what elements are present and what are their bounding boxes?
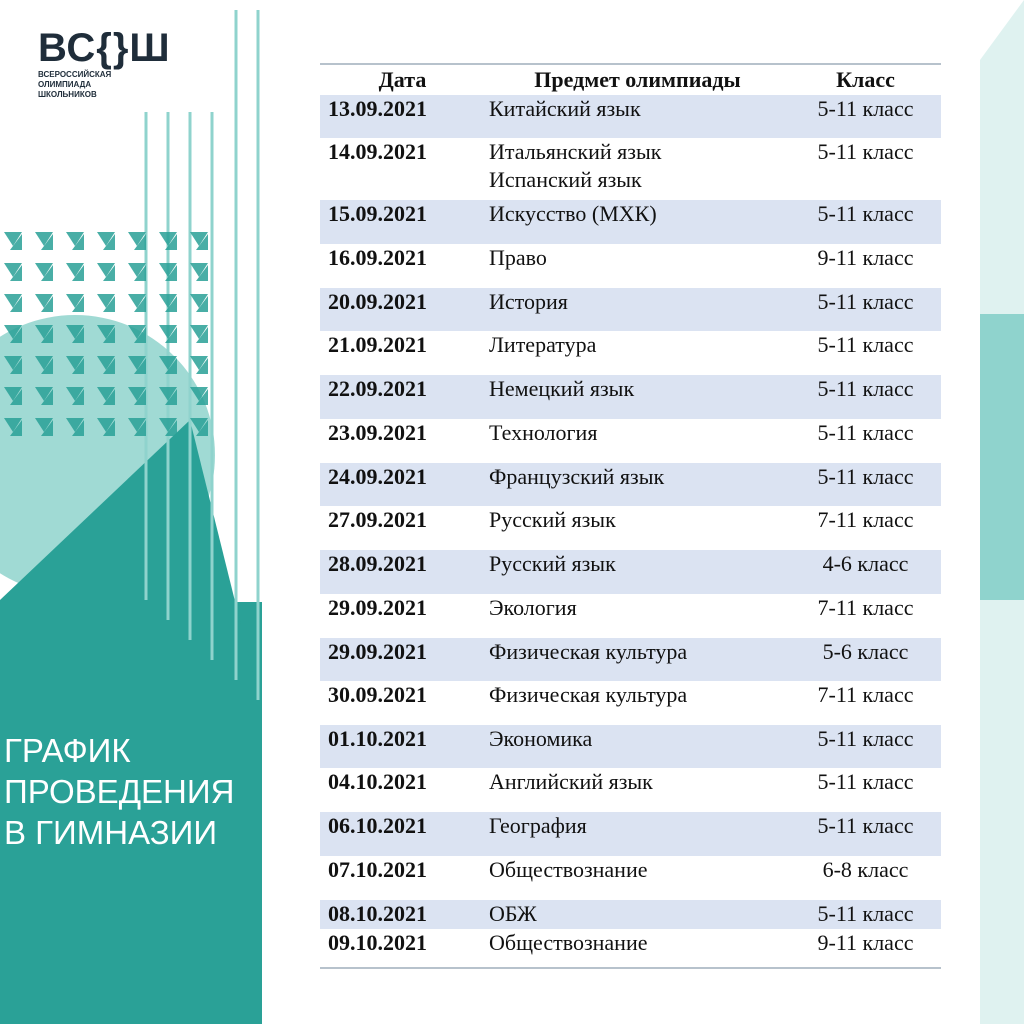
- table-bottom-rule: [320, 967, 941, 969]
- cell-date: 29.09.2021: [328, 595, 427, 620]
- cell-grade: 7-11 класс: [817, 682, 914, 707]
- logo-subtitle-line: ШКОЛЬНИКОВ: [38, 90, 97, 99]
- cell-date: 07.10.2021: [328, 857, 427, 882]
- table-row: [320, 331, 941, 375]
- table-row: [320, 900, 941, 929]
- logo-subtitle-line: ОЛИМПИАДА: [38, 80, 92, 89]
- cell-date: 22.09.2021: [328, 376, 427, 401]
- cell-subject-line: Экология: [489, 595, 577, 620]
- cell-date: 21.09.2021: [328, 332, 427, 357]
- cell-grade: 5-11 класс: [817, 726, 914, 751]
- cell-grade: 5-11 класс: [817, 420, 914, 445]
- header-date: Дата: [378, 67, 427, 92]
- table-row: [320, 812, 941, 856]
- table-row: [320, 929, 941, 959]
- table-row: [320, 375, 941, 419]
- cell-subject: [485, 900, 790, 929]
- table-row: [320, 856, 941, 900]
- table-row: [320, 200, 941, 244]
- cell-grade: 5-11 класс: [817, 376, 914, 401]
- left-decorative-panel: [0, 0, 262, 1024]
- header-grade: Класс: [836, 67, 895, 92]
- logo-mark: ВС{}Ш: [38, 26, 171, 70]
- poster-title: [4, 730, 234, 853]
- cell-subject-line: ОБЖ: [489, 901, 537, 926]
- cell-subject-line: Технология: [489, 420, 598, 445]
- cell-subject: [485, 375, 790, 419]
- cell-date: 08.10.2021: [328, 901, 427, 926]
- table-header: [320, 65, 941, 95]
- cell-subject-line: Физическая культура: [489, 682, 688, 707]
- logo-subtitle: [38, 70, 158, 100]
- cell-subject-line: География: [489, 813, 587, 838]
- cell-date: 13.09.2021: [328, 96, 427, 121]
- cell-subject: [485, 95, 790, 138]
- table-row: [320, 288, 941, 331]
- cell-subject-line: Литература: [489, 332, 597, 357]
- cell-grade: 7-11 класс: [817, 507, 914, 532]
- cell-subject-line: Немецкий язык: [489, 376, 635, 401]
- table-row: [320, 463, 941, 506]
- cell-grade: 5-11 класс: [817, 901, 914, 926]
- cell-date: 04.10.2021: [328, 769, 427, 794]
- cell-subject: [485, 200, 790, 244]
- cell-subject: [485, 929, 790, 959]
- cell-subject-line: Китайский язык: [489, 96, 641, 121]
- cell-grade: 5-11 класс: [817, 769, 914, 794]
- cell-date: 15.09.2021: [328, 201, 427, 226]
- cell-grade: 5-11 класс: [817, 289, 914, 314]
- cell-grade: 7-11 класс: [817, 595, 914, 620]
- cell-grade: 5-11 класс: [817, 96, 914, 121]
- decorative-background: [0, 0, 262, 1024]
- cell-grade: 9-11 класс: [817, 245, 914, 270]
- right-decorative-strip: [980, 0, 1024, 1024]
- cell-date: 24.09.2021: [328, 464, 427, 489]
- cell-subject-line: Русский язык: [489, 551, 616, 576]
- title-line: ГРАФИК: [4, 732, 131, 769]
- table-row: [320, 594, 941, 638]
- table-row: [320, 550, 941, 594]
- cell-date: 27.09.2021: [328, 507, 427, 532]
- cell-subject-line: Физическая культура: [489, 639, 688, 664]
- cell-grade: 5-11 класс: [817, 464, 914, 489]
- cell-date: 20.09.2021: [328, 289, 427, 314]
- cell-date: 30.09.2021: [328, 682, 427, 707]
- cell-grade: 5-11 класс: [817, 201, 914, 226]
- cell-date: 09.10.2021: [328, 930, 427, 955]
- cell-grade: 5-6 класс: [822, 639, 909, 664]
- cell-subject: [485, 812, 790, 856]
- table-row: [320, 725, 941, 768]
- cell-subject-line: Обществознание: [489, 930, 648, 955]
- cell-subject: [485, 550, 790, 594]
- cell-subject-line: Итальянский язык: [489, 139, 662, 164]
- cell-subject: [485, 138, 790, 200]
- table-row: [320, 95, 941, 138]
- cell-date: 28.09.2021: [328, 551, 427, 576]
- table-body: [320, 95, 941, 959]
- table-row: [320, 244, 941, 288]
- cell-subject: [485, 331, 790, 375]
- cell-subject: [485, 638, 790, 681]
- table-row: [320, 138, 941, 200]
- cell-subject-line: Экономика: [489, 726, 593, 751]
- cell-subject-line: История: [489, 289, 568, 314]
- cell-subject-line: Испанский язык: [489, 167, 642, 192]
- cell-grade: 4-6 класс: [822, 551, 909, 576]
- title-line: ПРОВЕДЕНИЯ: [4, 773, 235, 810]
- cell-date: 29.09.2021: [328, 639, 427, 664]
- cell-date: 06.10.2021: [328, 813, 427, 838]
- cell-subject: [485, 244, 790, 288]
- cell-grade: 5-11 класс: [817, 139, 914, 164]
- cell-grade: 5-11 класс: [817, 332, 914, 357]
- table-row: [320, 681, 941, 725]
- cell-subject: [485, 594, 790, 638]
- table-row: [320, 768, 941, 812]
- cell-date: 14.09.2021: [328, 139, 427, 164]
- cell-subject: [485, 506, 790, 550]
- cell-subject-line: Обществознание: [489, 857, 648, 882]
- logo-subtitle-line: ВСЕРОССИЙСКАЯ: [38, 70, 112, 79]
- cell-grade: 9-11 класс: [817, 930, 914, 955]
- cell-grade: 6-8 класс: [822, 857, 909, 882]
- header-subject: Предмет олимпиады: [534, 67, 741, 92]
- cell-date: 16.09.2021: [328, 245, 427, 270]
- cell-subject: [485, 681, 790, 725]
- cell-subject-line: Английский язык: [489, 769, 653, 794]
- table-row: [320, 506, 941, 550]
- cell-subject-line: Французский язык: [489, 464, 665, 489]
- cell-subject: [485, 419, 790, 463]
- vsosh-logo: [38, 28, 171, 100]
- table-row: [320, 638, 941, 681]
- cell-subject: [485, 768, 790, 812]
- cell-date: 01.10.2021: [328, 726, 427, 751]
- cell-subject-line: Право: [489, 245, 547, 270]
- cell-subject-line: Русский язык: [489, 507, 616, 532]
- cell-subject: [485, 725, 790, 768]
- cell-subject: [485, 856, 790, 900]
- cell-subject: [485, 463, 790, 506]
- cell-grade: 5-11 класс: [817, 813, 914, 838]
- cell-subject-line: Искусство (МХК): [489, 201, 657, 226]
- schedule-table: [320, 63, 941, 969]
- cell-subject: [485, 288, 790, 331]
- cell-date: 23.09.2021: [328, 420, 427, 445]
- title-line: В ГИМНАЗИИ: [4, 814, 218, 851]
- table-row: [320, 419, 941, 463]
